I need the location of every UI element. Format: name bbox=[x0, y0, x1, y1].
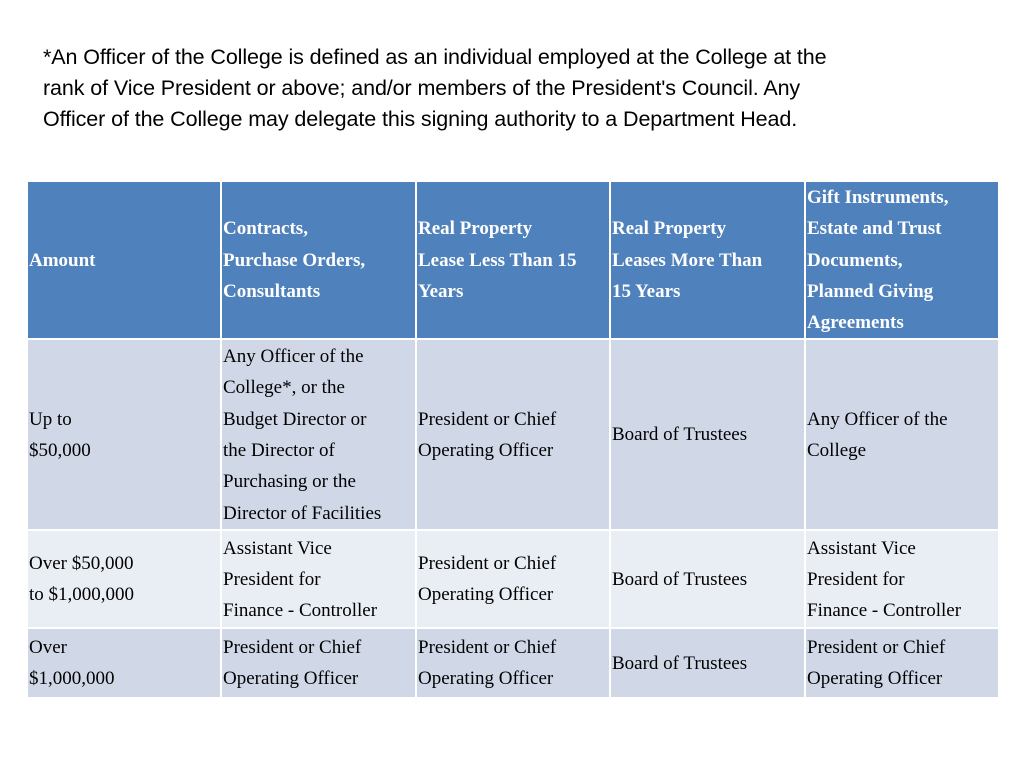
cell-lease-more-15: Board of Trustees bbox=[610, 530, 805, 628]
cell-lease-less-15: President or Chief Operating Officer bbox=[416, 628, 610, 698]
cell-contracts: President or Chief Operating Officer bbox=[221, 628, 416, 698]
table-header-row bbox=[27, 181, 999, 339]
cell-lease-less-15: President or Chief Operating Officer bbox=[416, 530, 610, 628]
header-amount: Amount bbox=[27, 181, 221, 339]
signing-authority-table bbox=[26, 180, 1000, 699]
table-row bbox=[27, 628, 999, 698]
cell-contracts: Any Officer of the College*, or the Budget Director or the Director of Purchasing or the Director of Facilities bbox=[221, 339, 416, 530]
cell-amount: Up to $50,000 bbox=[27, 339, 221, 530]
cell-gift-instruments: Any Officer of the College bbox=[805, 339, 999, 530]
cell-gift-instruments: President or Chief Operating Officer bbox=[805, 628, 999, 698]
cell-amount: Over $1,000,000 bbox=[27, 628, 221, 698]
note-line: Officer of the College may delegate this signing authority to a Department Head. bbox=[43, 107, 798, 131]
cell-amount: Over $50,000 to $1,000,000 bbox=[27, 530, 221, 628]
table-row bbox=[27, 339, 999, 530]
header-lease-more-15: Real Property Leases More Than 15 Years bbox=[610, 181, 805, 339]
header-gift-instruments: Gift Instruments, Estate and Trust Documents, Planned Giving Agreements bbox=[805, 181, 999, 339]
officer-definition-note bbox=[43, 42, 1003, 135]
cell-lease-more-15: Board of Trustees bbox=[610, 628, 805, 698]
cell-lease-less-15: President or Chief Operating Officer bbox=[416, 339, 610, 530]
note-line: rank of Vice President or above; and/or members of the President's Council. Any bbox=[43, 76, 801, 100]
note-line: *An Officer of the College is defined as an individual employed at the College at the bbox=[43, 45, 827, 69]
header-lease-less-15: Real Property Lease Less Than 15 Years bbox=[416, 181, 610, 339]
cell-lease-more-15: Board of Trustees bbox=[610, 339, 805, 530]
cell-gift-instruments: Assistant Vice President for Finance - Controller bbox=[805, 530, 999, 628]
cell-contracts: Assistant Vice President for Finance - Controller bbox=[221, 530, 416, 628]
header-contracts: Contracts, Purchase Orders, Consultants bbox=[221, 181, 416, 339]
table-row bbox=[27, 530, 999, 628]
